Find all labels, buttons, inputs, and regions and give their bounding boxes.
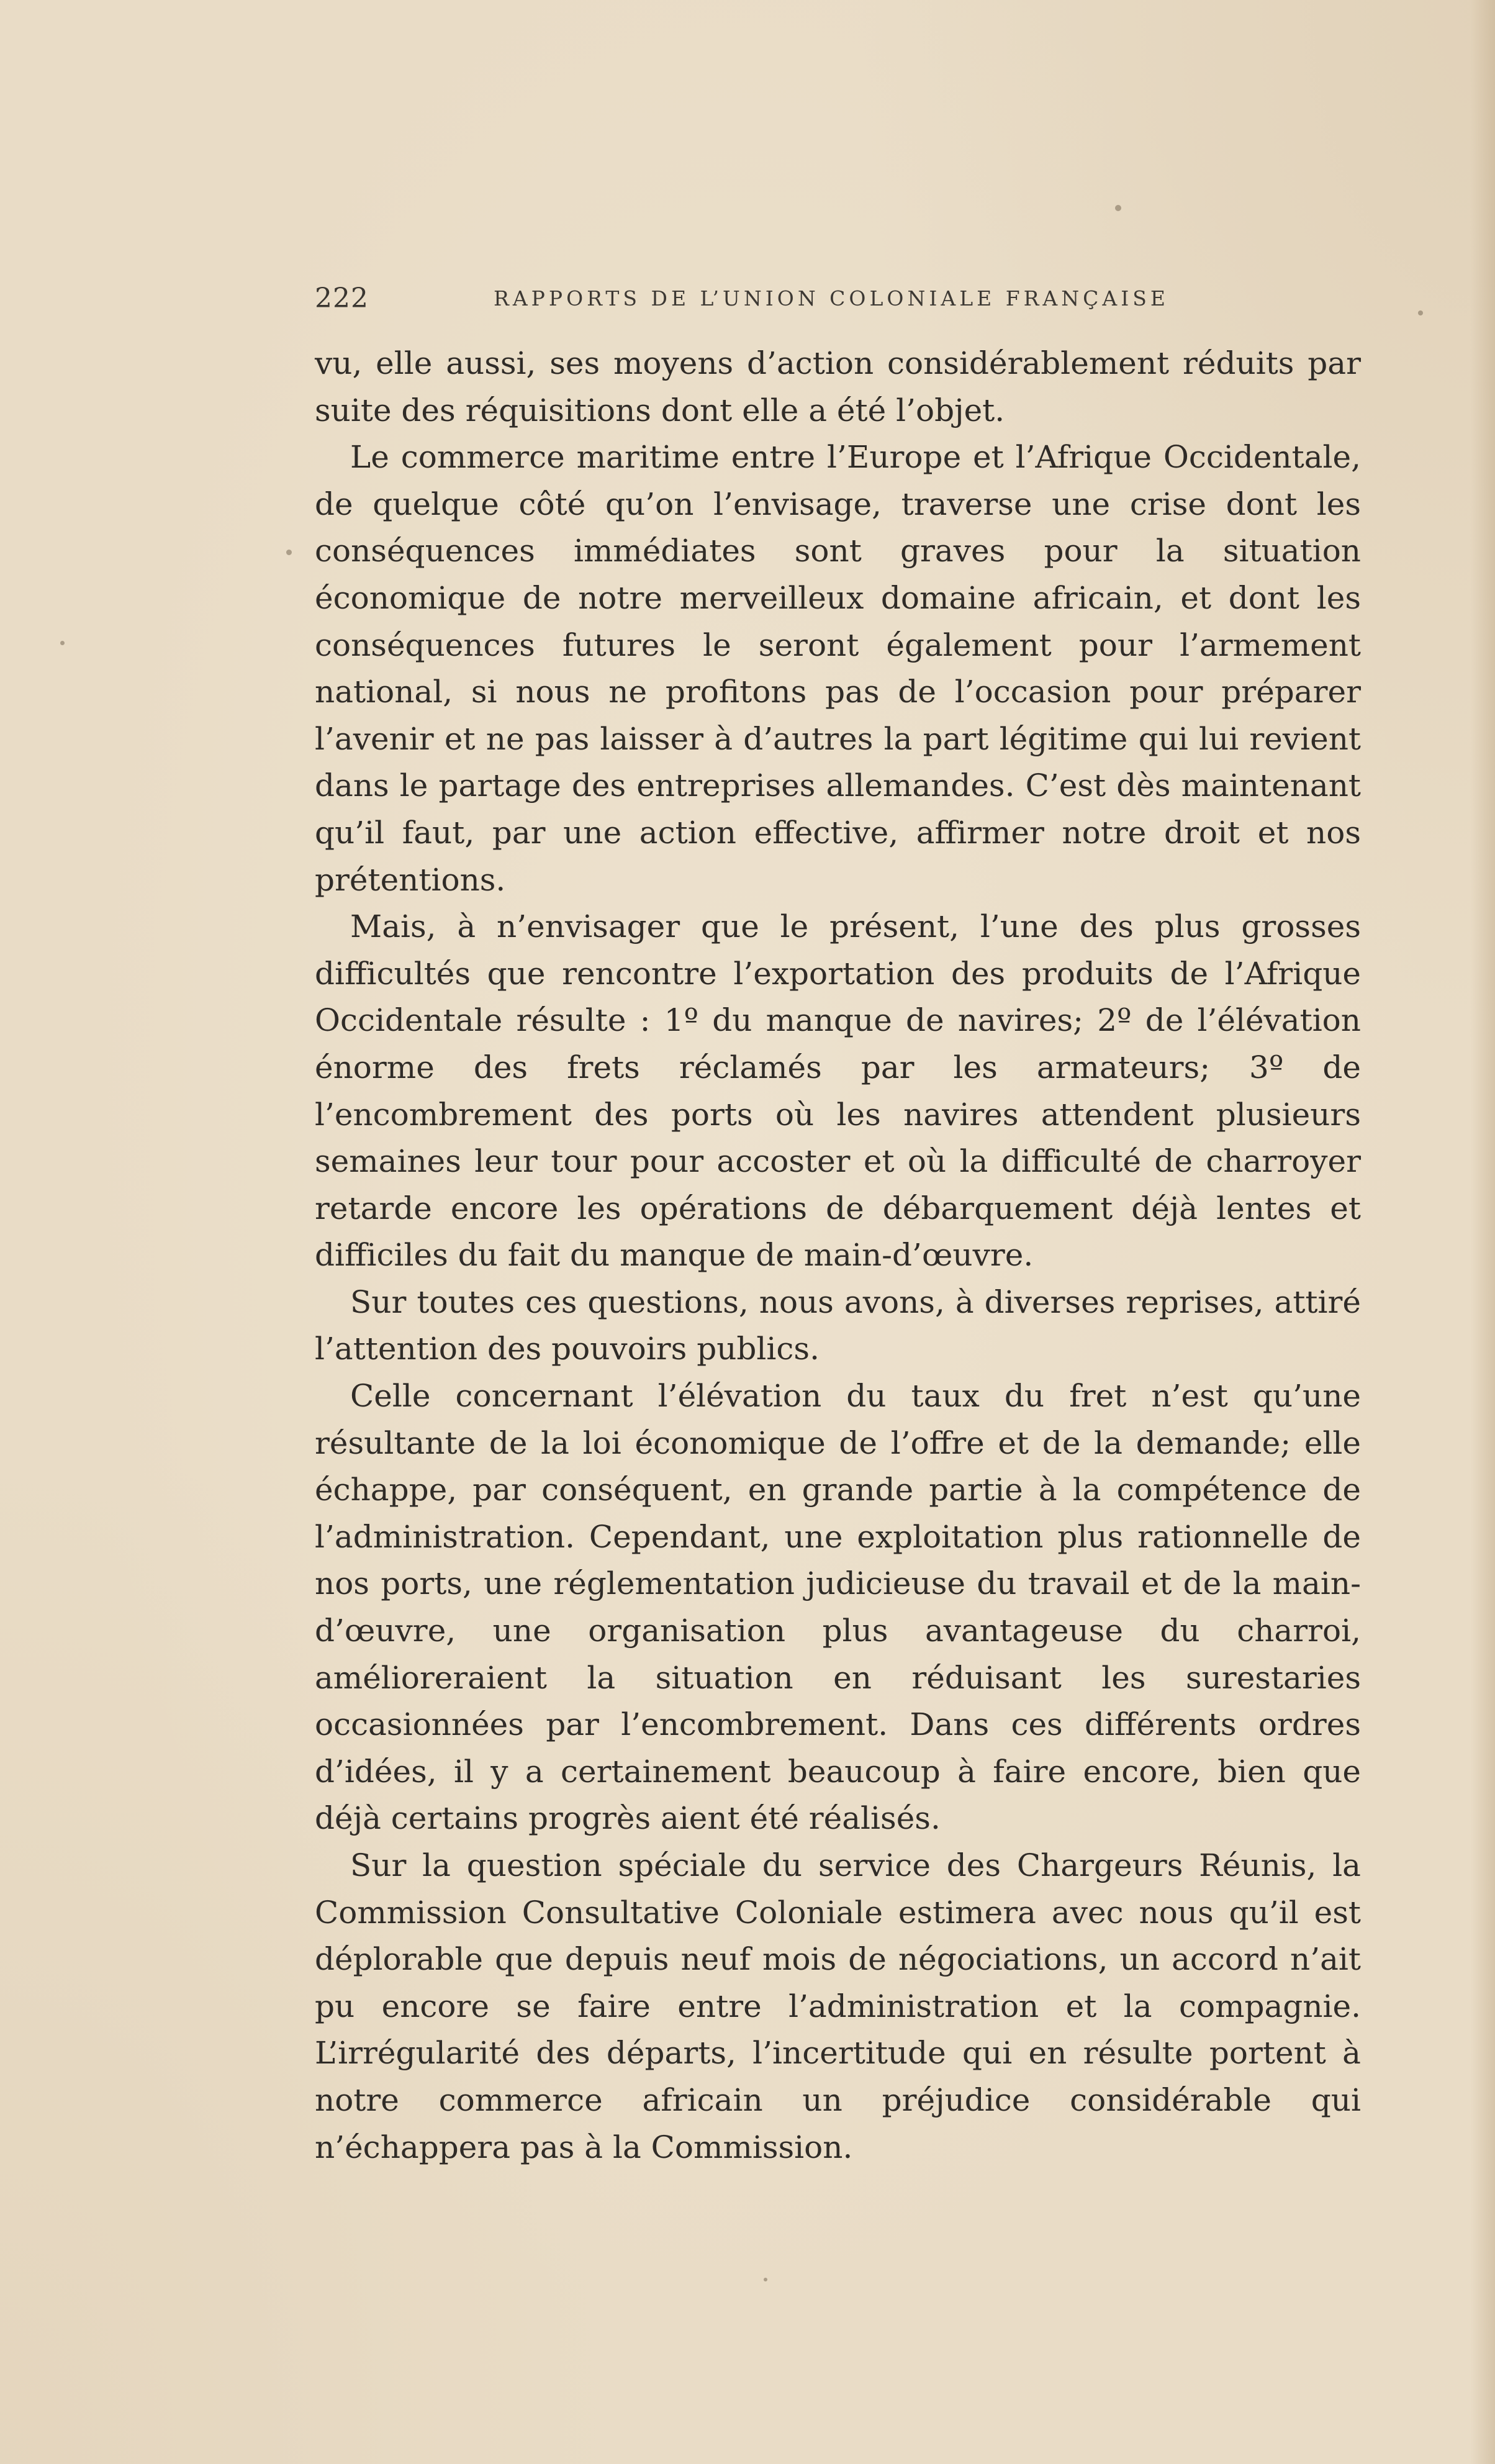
paper-speck [1115,205,1121,211]
paragraph: Le commerce maritime entre l’Europe et l’Afrique Occidentale, de quelque côté qu’on l’envisage, traverse une crise dont les conséquences immédiates sont graves pour la situation économique de notre merveilleux domaine africain, et dont les conséquences futures le seront également pour l’armement national, si nous ne profitons pas de l’occasion pour préparer l’avenir et ne pas laisser à d’autres la part légitime qui lui revient dans le partage des entreprises allemandes. C’est dès maintenant qu’il faut, par une action effective, affirmer notre droit et nos prétentions. [315,439,1361,898]
page-number: 222 [315,283,369,314]
paper-speck [60,641,65,645]
paragraph: Mais, à n’envisager que le présent, l’une des plus grosses difficultés que rencontre l’exportation des produits de l’Afrique Occidentale résulte : 1º du manque de navires; 2º de l’élévation énorme des frets réclamés par les armateurs; 3º de l’encombrement des ports où les navires attendent plusieurs semaines leur tour pour accoster et où la difficulté de charroyer retarde encore les opérations de débarquement déjà lentes et difficiles du fait du manque de main-d’œuvre. [315,908,1361,1274]
paragraph: vu, elle aussi, ses moyens d’action considérablement réduits par suite des réquisitions dont elle a été l’objet. [315,345,1361,428]
paragraph: Celle concernant l’élévation du taux du fret n’est qu’une résultante de la loi économique de l’offre et de la demande; elle échappe, par conséquent, en grande partie à la compétence de l’administration. Cependant, une exploitation plus rationnelle de nos ports, une réglementation judicieuse du travail et de la main-d’œuvre, une organisation plus avantageuse du charroi, amélioreraient la situation en réduisant les surestaries occasionnées par l’encombrement. Dans ces différents ordres d’idées, il y a certainement beaucoup à faire encore, bien que déjà certains progrès aient été réalisés. [315,1378,1361,1837]
paragraph: Sur la question spéciale du service des Chargeurs Réunis, la Commission Consultative Coloniale estimera avec nous qu’il est déplorable que depuis neuf mois de négociations, un accord n’ait pu encore se faire entre l’administration et la compagnie. L’irrégularité des départs, l’incertitude qui en résulte portent à notre commerce africain un préjudice considérable qui n’échappera pas à la Commission. [315,1847,1361,2165]
paper-speck [764,2278,767,2281]
running-head: RAPPORTS DE L’UNION COLONIALE FRANÇAISE [494,286,1169,310]
page-header [315,283,1361,314]
paper-speck [286,550,292,555]
body-text [315,340,1361,2171]
paper-speck [1418,310,1423,315]
paragraph: Sur toutes ces questions, nous avons, à diverses reprises, attiré l’attention des pouvoirs publics. [315,1284,1361,1367]
page-edge-shadow [1470,0,1495,2464]
